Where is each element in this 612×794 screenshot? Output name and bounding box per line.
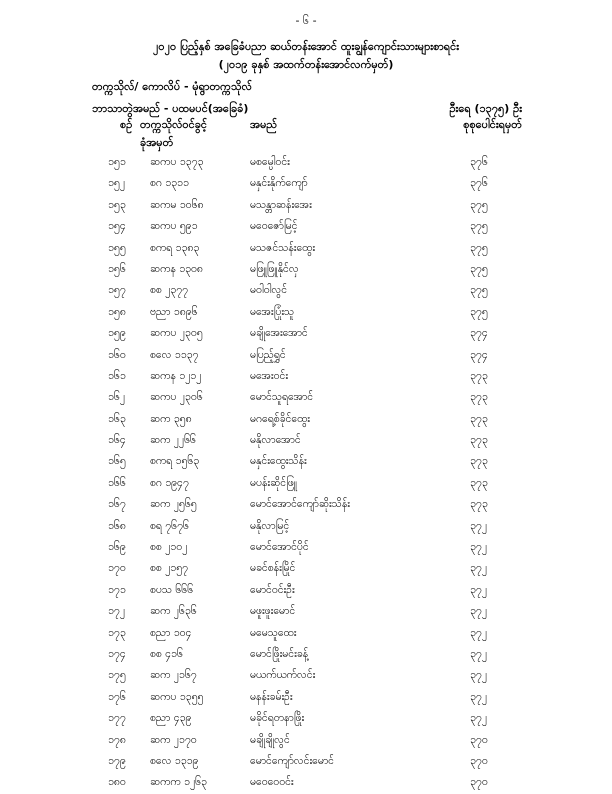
row-number: ၁၅၃ [108, 198, 126, 211]
table-row [0, 173, 612, 194]
student-name: မချိုအေးအောင် [250, 327, 308, 340]
roll-number: ဆကမ ၁၀၆၈ [150, 198, 204, 211]
student-name: မခင်စန်းမြိုင် [250, 562, 296, 575]
row-number: ၁၇၁ [108, 583, 126, 596]
table-row [0, 387, 612, 408]
header-roll-line2: ခုံအမှတ် [140, 136, 174, 149]
student-name: မနန်းခမ်းဦး [250, 690, 293, 703]
total-marks: ၃၇၂ [470, 626, 487, 639]
row-number: ၁၇၂ [108, 605, 125, 618]
table-row [0, 259, 612, 280]
roll-number: ဆက ၃၅၈ [150, 412, 192, 425]
table-row [0, 580, 612, 601]
table-row [0, 152, 612, 173]
student-name: မနိုလာမြင့် [250, 519, 290, 532]
roll-number: စလေ ၁၃၁၉ [150, 754, 199, 767]
roll-number: စကရ ၁၃၈၃ [150, 241, 200, 254]
table-row [0, 601, 612, 622]
row-number: ၁၅၅ [108, 241, 126, 254]
student-name: မောင်အောင်ကျော်ဆိုးသိန်း [250, 498, 350, 511]
row-number: ၁၇၆ [108, 690, 126, 703]
table-row [0, 537, 612, 558]
table-row [0, 238, 612, 259]
row-number: ၁၅၆ [108, 262, 126, 275]
header-roll: တက္ကသိုလ်ဝင်ခွင့် [140, 118, 207, 131]
row-number: ၁၅၈ [108, 305, 126, 318]
total-marks: ၃၇၃ [470, 455, 488, 468]
total-marks: ၃၇၂ [470, 647, 487, 660]
student-name: မဖူးဖူးမောင် [250, 605, 296, 618]
roll-number: စရ ၇၆၇၆ [150, 519, 189, 532]
table-row [0, 665, 612, 686]
total-marks: ၃၇၀ [470, 776, 488, 789]
roll-number: ဆကပ ၂၃၀၆ [150, 391, 203, 404]
header-marks: စုစုပေါင်းရမှတ် [463, 118, 522, 131]
table-row [0, 430, 612, 451]
row-number: ၁၆၄ [108, 434, 126, 447]
total-marks: ၃၇၄ [470, 348, 488, 361]
student-name: မစမ္ပေါဝင်း [250, 156, 290, 168]
student-name: မခိုင်ရတနာဖြိုး [250, 712, 305, 725]
row-number: ၁၆၉ [108, 541, 126, 554]
table-row [0, 687, 612, 708]
roll-number: ဆကက ၁၂၆၃ [150, 776, 207, 789]
subject-line: ဘာသာတွဲအမည် - ပထမပင်(အခြေခံ) [92, 102, 249, 115]
roll-number: စလေ ၁၁၃၇ [150, 348, 199, 361]
row-number: ၁၇၈ [108, 733, 126, 746]
roll-number: ဆကပ ၂၃၀၅ [150, 327, 203, 340]
student-name: မအေးပြုံးသူ [250, 305, 295, 318]
total-marks: ၃၇၃ [470, 391, 488, 404]
total-marks: ၃၇၂ [470, 583, 487, 596]
total-marks: ၃၇၂ [470, 541, 487, 554]
table-row [0, 494, 612, 515]
total-marks: ၃၇၂ [470, 519, 487, 532]
student-list [0, 152, 612, 794]
table-row [0, 730, 612, 751]
table-row [0, 366, 612, 387]
total-marks: ၃၇၂ [470, 562, 487, 575]
total-marks: ၃၇၆ [470, 156, 488, 168]
table-row [0, 708, 612, 729]
student-name: မမေသူထေး [250, 626, 297, 639]
count-line: ဦးရေ (၁၃၇၅) ဦး [449, 102, 522, 115]
row-number: ၁၇၃ [108, 626, 126, 639]
total-marks: ၃၇၀ [470, 733, 488, 746]
student-name: မနှင်းထွေးသိန်း [250, 455, 307, 468]
row-number: ၁၅၉ [108, 327, 126, 340]
row-number: ၁၇၉ [108, 754, 126, 767]
roll-number: စစ ၂၁၅၇ [150, 562, 189, 575]
total-marks: ၃၇၀ [470, 754, 488, 767]
table-row [0, 302, 612, 323]
table-row [0, 195, 612, 216]
row-number: ၁၆၅ [108, 455, 126, 468]
row-number: ၁၆၇ [108, 498, 126, 511]
total-marks: ၃၇၅ [470, 198, 488, 211]
student-name: မဝေဝေဝင်း [250, 776, 294, 789]
row-number: ၁၅၄ [108, 220, 126, 233]
table-row [0, 644, 612, 665]
total-marks: ၃၇၅ [470, 305, 488, 318]
roll-number: ဆကပ ၁၃၇၃ [150, 156, 204, 168]
table-row [0, 216, 612, 237]
table-row [0, 751, 612, 772]
student-name: မောင်ဖြိုးမင်းခန့် [250, 647, 309, 660]
row-number: ၁၅၂ [108, 177, 125, 190]
roll-number: ဆကန ၁၂၁၂ [150, 369, 202, 382]
roll-number: စဂ ၁၃၁၁ [150, 177, 189, 190]
student-name: မနှင်းနိုက်ကျော် [250, 177, 308, 190]
table-row [0, 280, 612, 301]
total-marks: ၃၇၃ [470, 476, 488, 489]
roll-number: စညာ ၁၀၄ [150, 626, 192, 639]
row-number: ၁၆၀ [108, 348, 126, 361]
student-name: မဝါဝါလွင် [250, 284, 288, 297]
row-number: ၁၆၃ [108, 412, 126, 425]
roll-number: ဆကန ၁၃၀၈ [150, 262, 203, 275]
row-number: ၁၇၅ [108, 669, 126, 682]
row-number: ၁၈၀ [108, 776, 126, 789]
row-number: ၁၇၇ [108, 712, 126, 725]
roll-number: စစ ၄၁၆ [150, 647, 183, 660]
row-number: ၁၆၂ [108, 391, 125, 404]
roll-number: ဆကပ ၅၉၁ [150, 220, 198, 233]
total-marks: ၃၇၅ [470, 241, 488, 254]
student-name: မနိုလာအောင် [250, 434, 301, 447]
total-marks: ၃၇၃ [470, 369, 488, 382]
student-name: မဂရေ့စ်ခိုင်ထွေး [250, 412, 310, 425]
table-row [0, 516, 612, 537]
student-name: မောင်သူရအောင် [250, 391, 314, 404]
total-marks: ၃၇၅ [470, 262, 488, 275]
header-name: အမည် [250, 118, 278, 131]
table-row [0, 323, 612, 344]
page-number: - ၆ - [295, 14, 317, 27]
document-subtitle: (၂၀၁၉ ခုနှစ် အထက်တန်းအောင်လက်မှတ်) [218, 58, 394, 71]
total-marks: ၃၇၅ [470, 220, 488, 233]
row-number: ၁၅၇ [108, 284, 126, 297]
student-name: မချိုချိုလွင် [250, 733, 290, 746]
total-marks: ၃၇၂ [470, 669, 487, 682]
table-row [0, 623, 612, 644]
total-marks: ၃၇၂ [470, 690, 487, 703]
student-name: မဝေဇော်မြင့် [250, 220, 298, 233]
total-marks: ၃၇၄ [470, 327, 488, 340]
roll-number: ဆကပ ၁၃၅၅ [150, 690, 204, 703]
roll-number: ဆက ၂၆၃၆ [150, 605, 197, 618]
student-name: မပြည့်ရွှင် [250, 348, 286, 361]
table-row [0, 345, 612, 366]
row-number: ၁၆၁ [108, 369, 126, 382]
row-number: ၁၇၀ [108, 562, 126, 575]
university-line: တက္ကသိုလ်/ ကောလိပ် - မုံရွာတက္ကသိုလ် [92, 80, 252, 93]
roll-number: စညာ ၄၃၉ [150, 712, 192, 725]
roll-number: စစ ၂၁၀၂ [150, 541, 188, 554]
row-number: ၁၆၈ [108, 519, 126, 532]
document-title: ၂၀၂၀ ပြည့်နှစ် အခြေခံပညာ ဆယ်တန်းအောင် ထူးချွန်ကျောင်းသားများစာရင်း [153, 40, 459, 53]
total-marks: ၃၇၂ [470, 605, 487, 618]
table-row [0, 558, 612, 579]
student-name: မသဇင်သန်းထွေး [250, 241, 315, 254]
table-row [0, 409, 612, 430]
total-marks: ၃၇၂ [470, 712, 487, 725]
table-row [0, 772, 612, 793]
total-marks: ၃၇၃ [470, 434, 488, 447]
roll-number: စစ ၂၃၇၇ [150, 284, 189, 297]
roll-number: ဗညာ ၁၈၉၆ [150, 305, 198, 318]
student-name: မယက်ယက်လင်း [250, 669, 316, 682]
total-marks: ၃၇၃ [470, 412, 488, 425]
student-name: မဖြူဖြူနိုင်လှ [250, 262, 299, 275]
roll-number: ဆက ၂၁၇၀ [150, 733, 197, 746]
student-name: မသန္တာဆန်းအေး [250, 198, 312, 211]
table-row [0, 473, 612, 494]
student-name: မပန်းဆိုင်ဖြူ [250, 476, 297, 489]
row-number: ၁၅၁ [108, 156, 126, 168]
row-number: ၁၆၆ [108, 476, 126, 489]
student-name: မောင်အောင်ပိုင် [250, 541, 309, 554]
roll-number: စပသ ၆၆၆ [150, 583, 194, 596]
header-no: စဉ် [120, 118, 133, 131]
student-name: မအေးဝင်း [250, 369, 288, 382]
roll-number: စဂ ၁၉၄၇ [150, 476, 189, 489]
roll-number: ဆက ၂၂၆၆ [150, 434, 196, 447]
roll-number: စကရ ၁၅၆၃ [150, 455, 200, 468]
total-marks: ၃၇၅ [470, 284, 488, 297]
total-marks: ၃၇၃ [470, 498, 488, 511]
total-marks: ၃၇၆ [470, 177, 488, 190]
roll-number: ဆက ၂၅၆၅ [150, 498, 197, 511]
student-name: မောင်ဝင်းဦး [250, 583, 295, 596]
table-row [0, 451, 612, 472]
roll-number: ဆက ၂၁၆၇ [150, 669, 197, 682]
student-name: မောင်ကျော်လင်းမောင် [250, 754, 334, 767]
row-number: ၁၇၄ [108, 647, 126, 660]
